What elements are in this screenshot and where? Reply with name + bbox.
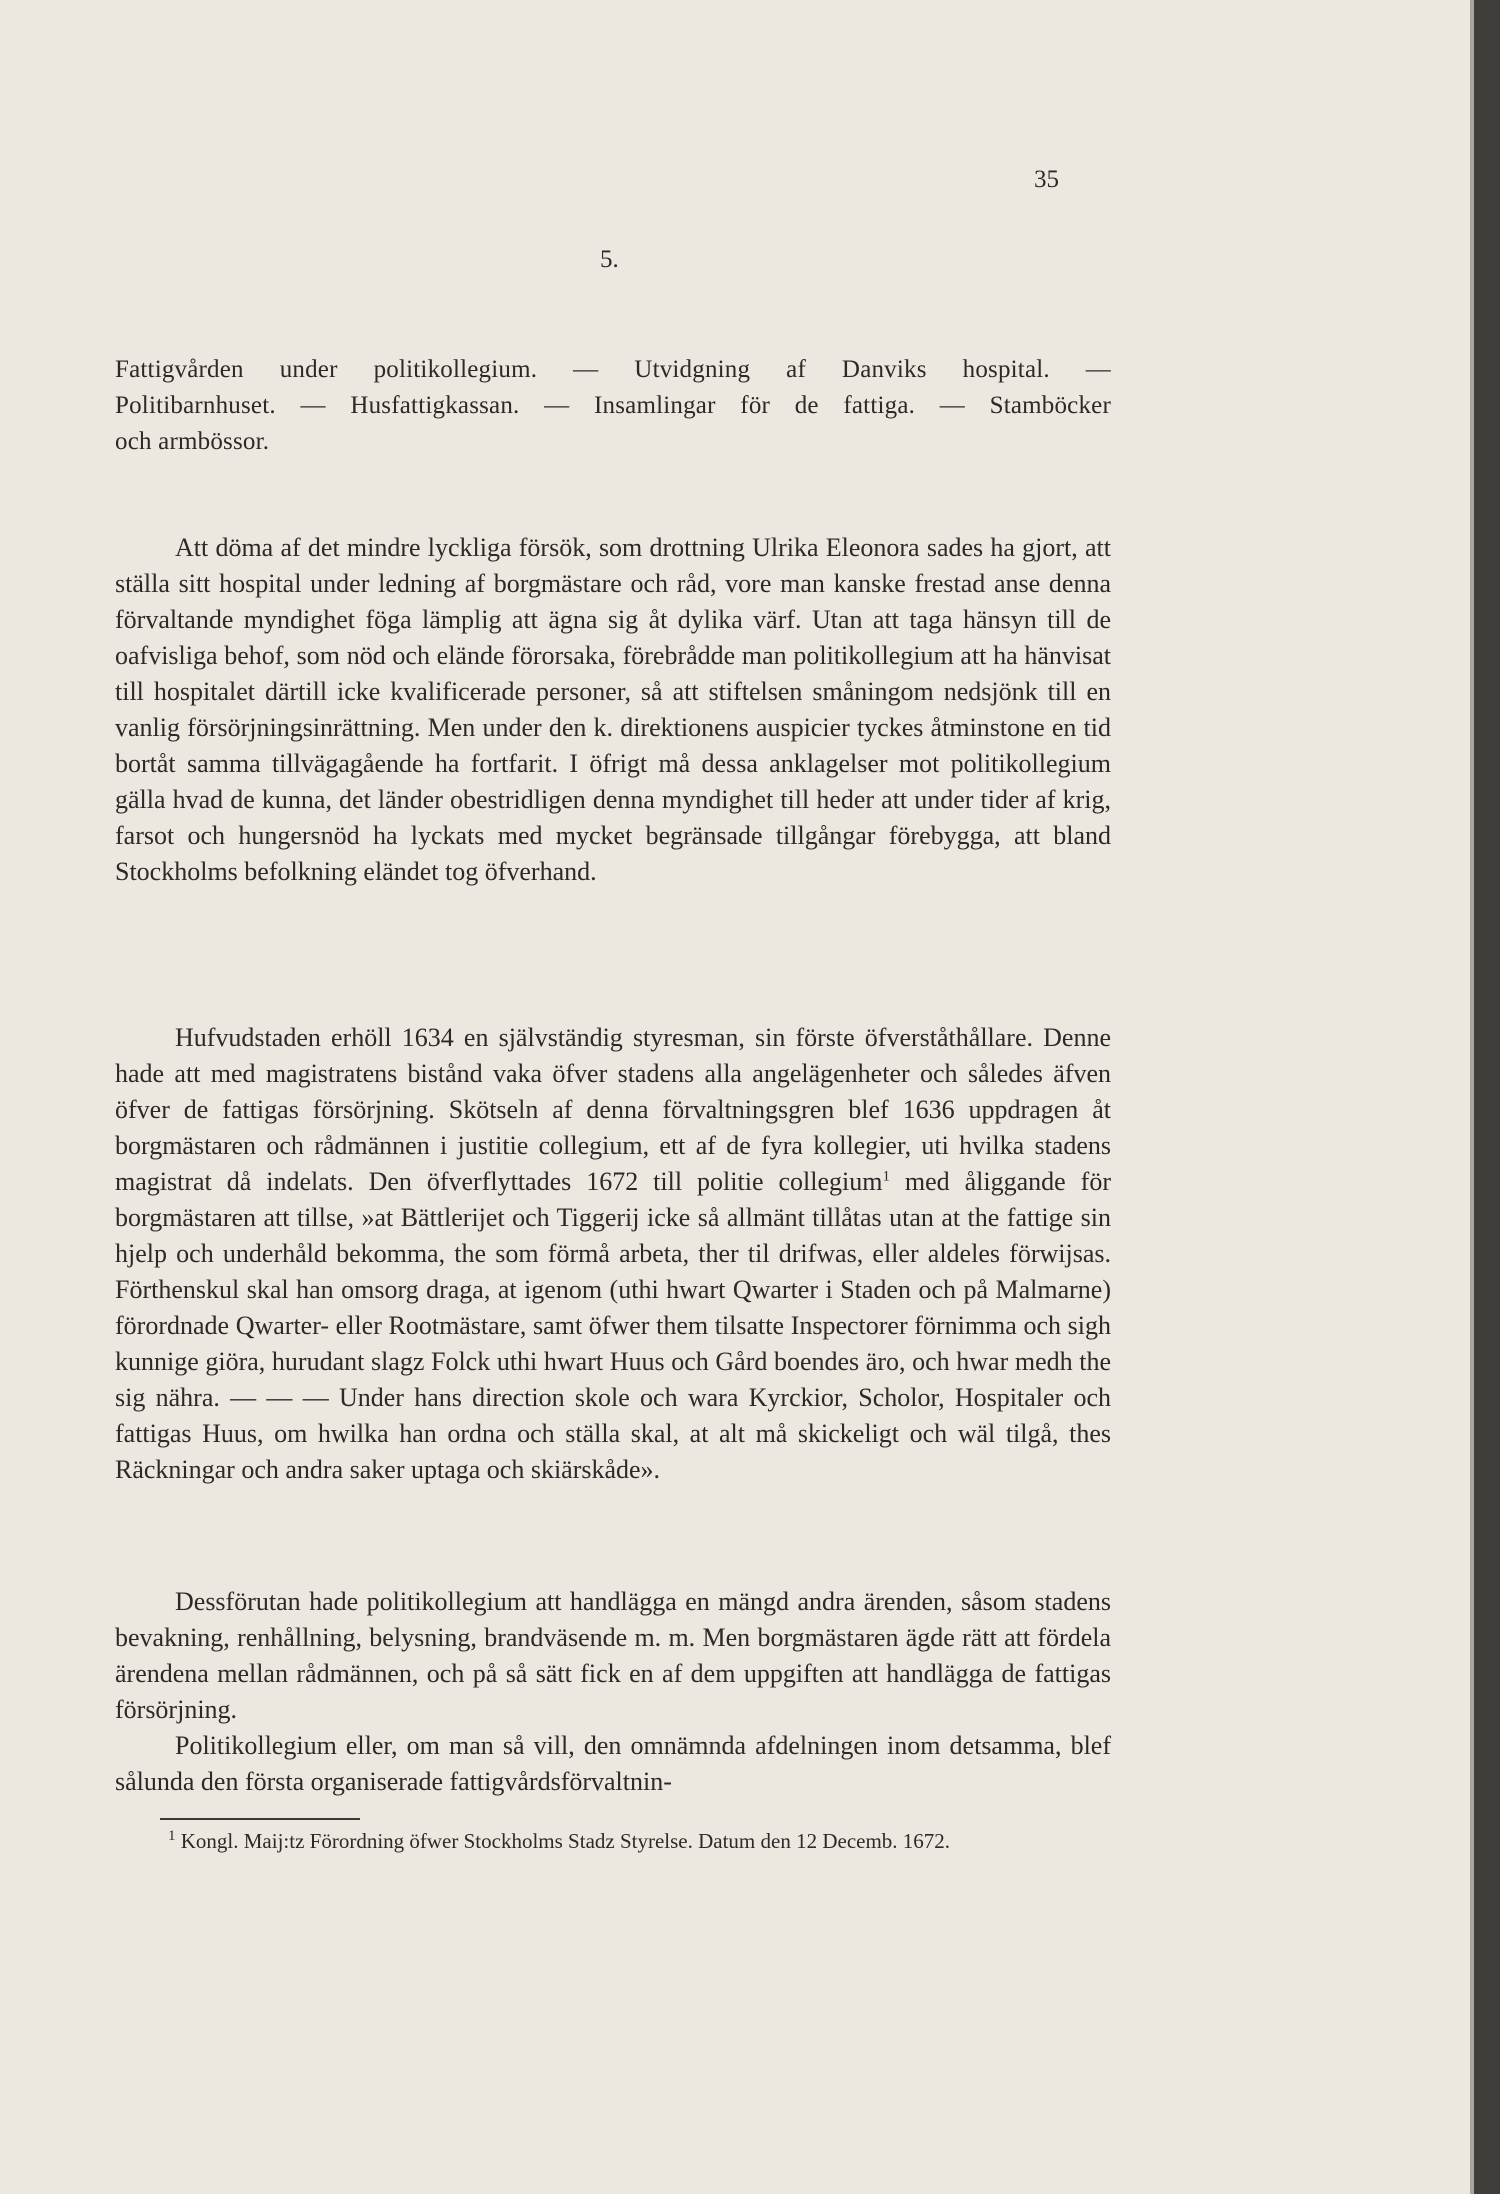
summary-line: Politibarnhuset. — Husfattigkassan. — Insamlingar för de fattiga. — Stamböcker: [115, 392, 1111, 419]
page-number: 35: [1034, 166, 1059, 193]
footnote-reference: 1: [882, 1168, 890, 1185]
summary-line: och armbössor.: [115, 428, 270, 455]
paragraph-text: Politikollegium eller, om man så vill, den omnämnda afdelningen inom detsamma, blef sålunda den första organiserade fattigvårdsförvaltnin-: [115, 1731, 1111, 1796]
book-binding-edge: [1474, 0, 1500, 2194]
paragraph-text: [115, 1020, 1111, 1488]
paragraph-2: [115, 1020, 1111, 1488]
paragraph-text-part: med åliggande för borgmästaren att tillse, »at Bättlerijet och Tiggerij icke så allmänt tillåtas utan at the fattige sin hjelp och underhåld bekomma, the som förmå arbeta, ther til drifwas, eller aldeles förwijsas. Förthenskul skal han omsorg draga, at igenom (uthi hwart Qwarter i Staden och på Malmarne) förordnade Qwarter- eller Rootmästare, samt öfwer them tilsatte Inspectorer förnimma och sigh kunnige giöra, hurudant slagz Folck uthi hwart Huus och Gård boendes äro, och hwar medh the sig nähra. — — — Under hans direction skole och wara Kyrckior, Scholor, Hospitaler och fattigas Huus, om hwilka han ordna och ställa skal, at alt må skickeligt och wäl tilgå, thes Räckningar och andra saker uptaga och skiärskåde».: [115, 1167, 1111, 1484]
paragraph-text: Att döma af det mindre lyckliga försök, som drottning Ulrika Eleonora sades ha gjort, att ställa sitt hospital under ledning af borgmästare och råd, vore man kanske frestad anse denna förvaltande myndighet föga lämplig att ägna sig åt dylika värf. Utan att taga hänsyn till de oafvisliga behof, som nöd och elände förorsaka, förebrådde man politikollegium att ha hänvisat till hospitalet därtill icke kvalificerade personer, så att stiftelsen småningom nedsjönk till en vanlig försörjningsinrättning. Men under den k. direktionens auspicier tyckes åtminstone en tid bortåt samma tillvägagående ha fortfarit. I öfrigt må dessa anklagelser mot politikollegium gälla hvad de kunna, det länder obestridligen denna myndighet till heder att under tider af krig, farsot och hungersnöd ha lyckats med mycket begränsade tillgångar förebygga, att bland Stockholms befolkning eländet tog öfverhand.: [115, 533, 1111, 886]
paragraph-text: Dessförutan hade politikollegium att handlägga en mängd andra ärenden, såsom stadens bevakning, renhållning, belysning, brandväsende m. m. Men borgmästaren ägde rätt att fördela ärendena mellan rådmännen, och på så sätt fick en af dem uppgiften att handlägga de fattigas försörjning.: [115, 1587, 1111, 1724]
footnote-text: Kongl. Maij:tz Förordning öfwer Stockholms Stadz Styrelse. Datum den 12 Decemb. 1672.: [175, 1829, 951, 1853]
paragraph-3: [115, 1584, 1111, 1728]
footnote-marker: 1: [168, 1828, 176, 1844]
footnote-divider: [160, 1818, 360, 1820]
summary-line: Fattigvården under politikollegium. — Utvidgning af Danviks hospital. —: [115, 356, 1111, 383]
paragraph-4: [115, 1728, 1111, 1800]
chapter-summary: [115, 352, 1111, 460]
paragraph-1: [115, 530, 1111, 890]
chapter-number: 5.: [600, 246, 619, 273]
paragraph-text-part: Hufvudstaden erhöll 1634 en självständig styresman, sin förste öfverståthållare. Denne hade att med magistratens bistånd vaka öfver stadens alla angelägenheter och således äfven öfver de fattigas försörjning. Skötseln af denna förvaltningsgren blef 1636 uppdragen åt borgmästaren och rådmännen i justitie collegium, ett af de fyra kollegier, uti hvilka stadens magistrat då indelats. Den öfverflyttades 1672 till politie collegium: [115, 1023, 1111, 1196]
footnote: [168, 1826, 1108, 1856]
